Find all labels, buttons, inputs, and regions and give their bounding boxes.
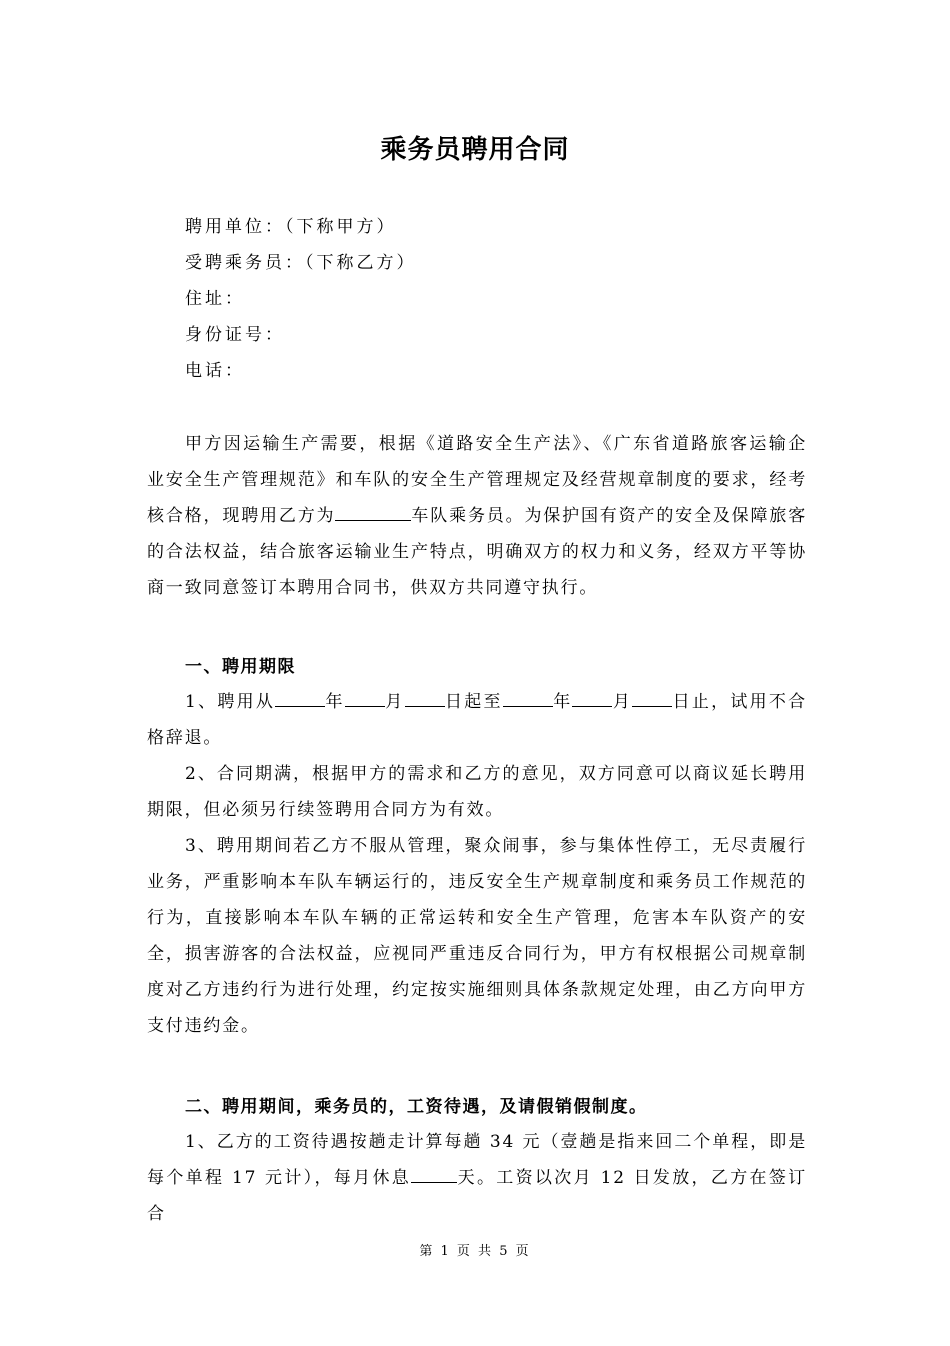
item1-text-c: 月 bbox=[384, 692, 405, 712]
item1-text-f: 月 bbox=[612, 692, 633, 712]
page-footer: 第 1 页 共 5 页 bbox=[419, 1244, 531, 1259]
intro-text-part2: 车队乘务员。为保护国有资产的安全及保障旅客的合法权益，结合旅客运输业生产特点，明确双方的权力和义务，经双方平等协商一致同意签订本聘用合同书，供双方共同遵守执行。 bbox=[147, 506, 807, 598]
start-day-blank bbox=[405, 688, 445, 707]
section1-item2: 2、合同期满，根据甲方的需求和乙方的意见，双方同意可以商议延长聘用期限，但必须另行续签聘用合同方为有效。 bbox=[147, 764, 807, 820]
section2-item1 bbox=[147, 1124, 807, 1232]
phone-field: 电话： bbox=[185, 361, 245, 381]
section1-item1 bbox=[147, 684, 807, 756]
start-month-blank bbox=[345, 688, 385, 707]
rest-days-blank bbox=[411, 1164, 457, 1183]
intro-paragraph bbox=[147, 426, 807, 606]
s2-item1-text-b: 天。工资以次月 12 日发放，乙方在签订合 bbox=[147, 1168, 807, 1224]
section2-heading: 二、聘用期间，乘务员的，工资待遇，及请假销假制度。 bbox=[185, 1097, 648, 1117]
employer-field: 聘用单位：（下称甲方） bbox=[185, 217, 397, 237]
item1-text-e: 年 bbox=[552, 692, 573, 712]
end-year-blank bbox=[503, 688, 553, 707]
item1-text-b: 年 bbox=[325, 692, 345, 712]
intro-text-part1: 甲方因运输生产需要，根据《道路安全生产法》、《广东省道路旅客运输企业安全生产管理规范》和车队的安全生产管理规定及经营规章制度的要求，经考核合格，现聘用乙方为 bbox=[147, 434, 807, 526]
section1-heading: 一、聘用期限 bbox=[185, 657, 296, 677]
section1-item3: 3、聘用期间若乙方不服从管理，聚众闹事，参与集体性停工，无尽责履行业务，严重影响本车队车辆运行的，违反安全生产规章制度和乘务员工作规范的行为，直接影响本车队车辆的正常运转和安全生产管理，危害本车队资产的安全，损害游客的合法权益，应视同严重违反合同行为，甲方有权根据公司规章制度对乙方违约行为进行处理，约定按实施细则具体条款规定处理，由乙方向甲方支付违约金。 bbox=[147, 836, 807, 1036]
s2-item1-text-a: 1、乙方的工资待遇按趟走计算每趟 34 元（壹趟是指来回二个单程，即是每个单程 17 元计），每月休息 bbox=[147, 1132, 807, 1188]
employee-field: 受聘乘务员：（下称乙方） bbox=[185, 253, 417, 273]
end-day-blank bbox=[632, 688, 672, 707]
item1-text-a: 1、聘用从 bbox=[185, 692, 276, 712]
address-field: 住址： bbox=[185, 289, 245, 309]
item1-text-d: 日起至 bbox=[444, 692, 503, 712]
item1-text-g: 日止，试用不合格辞退。 bbox=[147, 692, 807, 748]
team-name-blank bbox=[335, 502, 411, 521]
id-number-field: 身份证号： bbox=[185, 325, 285, 345]
document-title: 乘务员聘用合同 bbox=[380, 135, 570, 165]
start-year-blank bbox=[275, 688, 325, 707]
end-month-blank bbox=[572, 688, 612, 707]
